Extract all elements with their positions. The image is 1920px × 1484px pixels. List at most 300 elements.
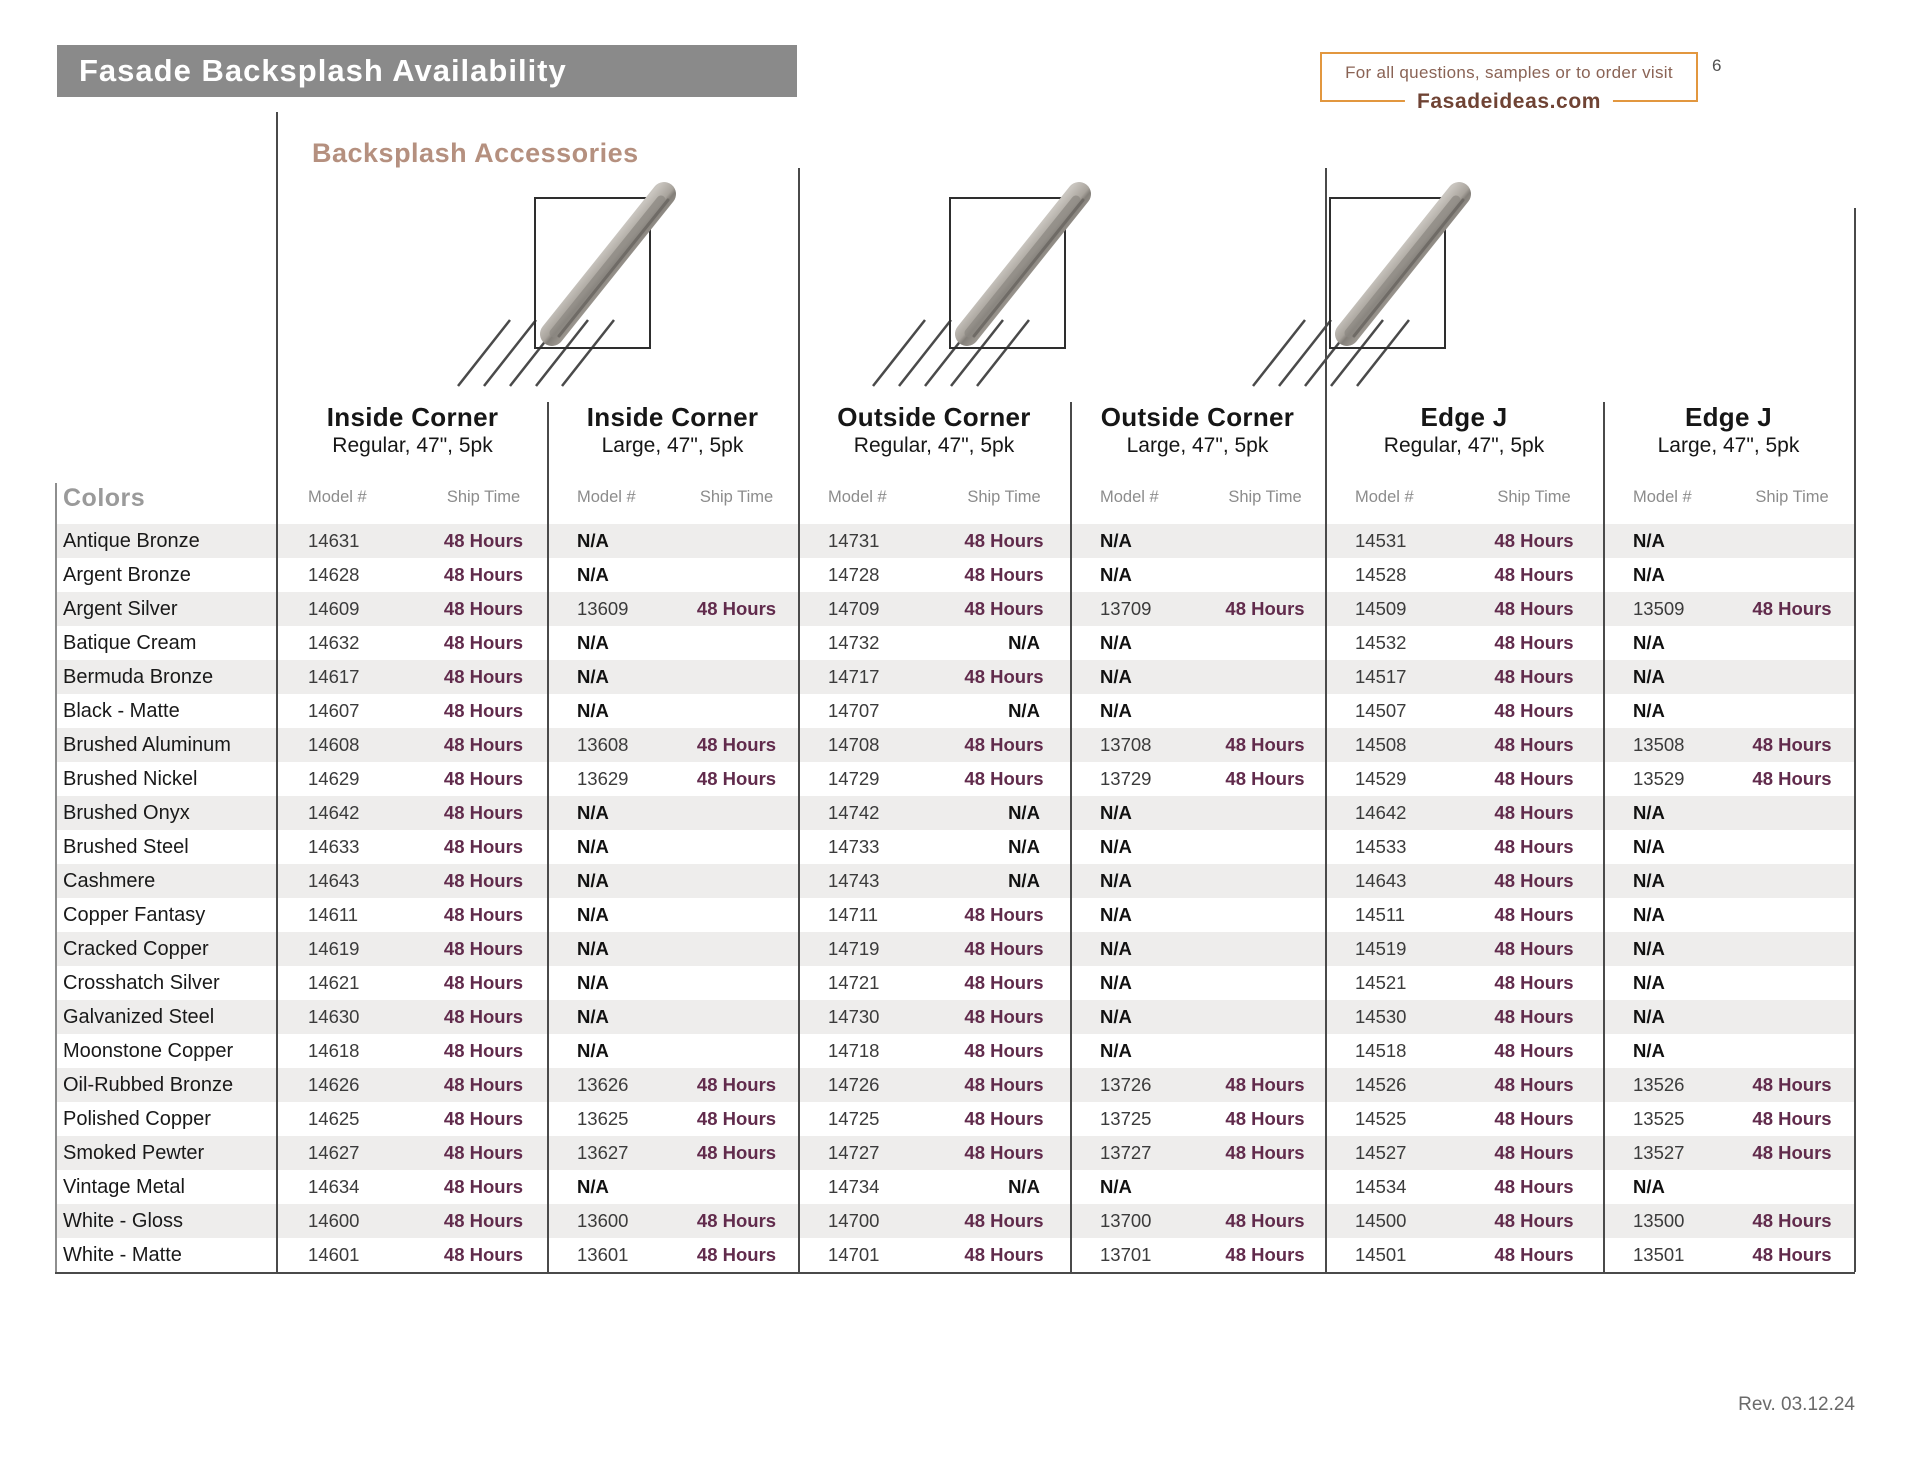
model-number-cell: N/A: [1633, 1040, 1665, 1061]
header-spacer: [55, 402, 278, 460]
table-row: [55, 796, 1854, 830]
model-number-cell: 14731: [828, 530, 880, 551]
ship-time-cell: 48 Hours: [443, 904, 524, 925]
color-name: Black - Matte: [63, 700, 180, 722]
model-number-cell: N/A: [577, 870, 609, 891]
ship-time-cell: 48 Hours: [964, 530, 1044, 551]
model-number-cell: N/A: [1100, 870, 1132, 891]
ship-time-cell: 48 Hours: [1752, 768, 1832, 789]
model-number-cell: 14733: [828, 836, 880, 857]
model-number-cell: 13608: [577, 734, 629, 755]
table-row: [55, 966, 1854, 1000]
ship-time-cell: 48 Hours: [443, 632, 524, 653]
model-number-cell: 14643: [308, 870, 360, 891]
ship-time-cell: 48 Hours: [1225, 1108, 1305, 1129]
ship-time-cell: [1730, 796, 1854, 830]
table-bottom-border: [55, 1272, 1855, 1274]
model-number-cell: 14634: [308, 1176, 360, 1197]
title-banner: [57, 45, 797, 97]
ship-time-cell: [675, 558, 798, 592]
column-group-title: Outside Corner: [837, 402, 1031, 432]
table-row: [55, 1204, 1854, 1238]
ship-time-label: Ship Time: [1497, 488, 1571, 506]
model-number-cell: 13729: [1100, 768, 1152, 789]
model-number-cell: N/A: [1633, 666, 1665, 687]
model-number-cell: 13709: [1100, 598, 1152, 619]
ship-time-cell: 48 Hours: [964, 598, 1044, 619]
model-number-cell: 14701: [828, 1244, 880, 1265]
color-name: Argent Silver: [63, 598, 178, 620]
model-number-cell: 14600: [308, 1210, 360, 1231]
ship-time-cell: 48 Hours: [443, 598, 524, 619]
ship-time-cell: 48 Hours: [1494, 904, 1574, 925]
model-number-cell: 14732: [828, 632, 880, 653]
ship-time-cell: 48 Hours: [1494, 632, 1574, 653]
model-number-cell: N/A: [1100, 564, 1132, 585]
color-name: Galvanized Steel: [63, 1006, 215, 1028]
model-number-cell: 14708: [828, 734, 880, 755]
ship-time-cell: 48 Hours: [964, 904, 1044, 925]
table-row: [55, 1136, 1854, 1170]
ship-time-cell: [1730, 524, 1854, 558]
column-group-title: Edge J: [1684, 402, 1773, 432]
model-number-cell: 14601: [308, 1244, 360, 1265]
ship-time-cell: [675, 830, 798, 864]
colors-column-heading: Colors: [63, 484, 146, 512]
ship-time-cell: 48 Hours: [443, 734, 524, 755]
model-number-cell: 14521: [1355, 972, 1407, 993]
table-row: [55, 932, 1854, 966]
ship-time-cell: [675, 898, 798, 932]
model-number-cell: 13727: [1100, 1142, 1152, 1163]
ship-time-cell: 48 Hours: [964, 1108, 1044, 1129]
model-number-cell: N/A: [577, 972, 609, 993]
model-number-cell: 14529: [1355, 768, 1407, 789]
ship-time-label: Ship Time: [1228, 488, 1302, 506]
model-number-cell: N/A: [1100, 666, 1132, 687]
color-name: Cracked Copper: [63, 938, 209, 960]
model-number-cell: 14626: [308, 1074, 360, 1095]
ship-time-label: Ship Time: [967, 488, 1041, 506]
ship-time-cell: 48 Hours: [443, 666, 524, 687]
ship-time-cell: 48 Hours: [1494, 530, 1574, 551]
ship-time-cell: 48 Hours: [1225, 1074, 1305, 1095]
model-number-cell: 13626: [577, 1074, 629, 1095]
model-number-label: Model #: [828, 488, 887, 506]
ship-time-cell: 48 Hours: [1752, 1244, 1832, 1265]
model-number-cell: 14519: [1355, 938, 1407, 959]
model-number-cell: N/A: [577, 530, 609, 551]
model-number-cell: 14742: [828, 802, 880, 823]
ship-time-cell: [675, 660, 798, 694]
ship-time-cell: 48 Hours: [964, 1142, 1044, 1163]
ship-time-cell: 48 Hours: [1494, 1142, 1574, 1163]
column-group-header-4: [1070, 402, 1325, 460]
ship-time-cell: [1730, 830, 1854, 864]
ship-time-cell: 48 Hours: [1752, 598, 1832, 619]
ship-time-cell: [1205, 1000, 1325, 1034]
model-number-cell: 13509: [1633, 598, 1685, 619]
ship-time-cell: [1205, 694, 1325, 728]
model-number-cell: 14633: [308, 836, 360, 857]
ship-time-cell: 48 Hours: [696, 1210, 777, 1231]
column-divider: [1603, 402, 1605, 1272]
page-number: 6: [1712, 56, 1722, 75]
column-divider: [1070, 402, 1072, 1272]
ship-time-cell: 48 Hours: [443, 1210, 524, 1231]
model-number-cell: N/A: [1100, 802, 1132, 823]
ship-time-cell: [1205, 660, 1325, 694]
ship-time-cell: [1730, 626, 1854, 660]
ship-time-cell: 48 Hours: [443, 1142, 524, 1163]
colors-column-divider: [276, 112, 278, 1272]
model-number-cell: 13627: [577, 1142, 629, 1163]
column-group-header-6: [1603, 402, 1854, 460]
model-number-cell: N/A: [1633, 972, 1665, 993]
model-number-cell: N/A: [1100, 632, 1132, 653]
ship-time-cell: 48 Hours: [1494, 1006, 1574, 1027]
color-name: Crosshatch Silver: [63, 972, 220, 994]
model-number-cell: 13500: [1633, 1210, 1685, 1231]
model-number-cell: 13625: [577, 1108, 629, 1129]
contact-info-box: [1320, 52, 1698, 113]
table-row: [55, 728, 1854, 762]
ship-time-cell: [1730, 694, 1854, 728]
ship-time-cell: 48 Hours: [1752, 734, 1832, 755]
group-divider: [798, 168, 800, 1272]
model-number-cell: 13529: [1633, 768, 1685, 789]
ship-time-cell: N/A: [1008, 632, 1040, 653]
model-number-cell: 14730: [828, 1006, 880, 1027]
ship-time-cell: 48 Hours: [443, 802, 524, 823]
group-divider: [1325, 168, 1327, 1272]
ship-time-cell: [1205, 524, 1325, 558]
ship-time-cell: [1730, 898, 1854, 932]
ship-time-cell: 48 Hours: [1225, 1142, 1305, 1163]
ship-time-cell: N/A: [1008, 1176, 1040, 1197]
ship-time-cell: 48 Hours: [1494, 1244, 1574, 1265]
model-number-cell: 13525: [1633, 1108, 1685, 1129]
model-number-cell: 14632: [308, 632, 360, 653]
table-row: [55, 898, 1854, 932]
ship-time-cell: 48 Hours: [1225, 598, 1305, 619]
model-number-cell: 13726: [1100, 1074, 1152, 1095]
model-number-label: Model #: [1355, 488, 1414, 506]
model-number-cell: 14501: [1355, 1244, 1407, 1265]
column-group-title: Inside Corner: [326, 402, 499, 432]
model-number-cell: N/A: [1100, 938, 1132, 959]
column-group-subtitle: Regular, 47", 5pk: [1383, 434, 1545, 457]
table-row: [55, 762, 1854, 796]
table-left-border: [55, 483, 57, 1272]
ship-time-cell: 48 Hours: [1494, 836, 1574, 857]
model-number-label: Model #: [1100, 488, 1159, 506]
model-number-cell: 14530: [1355, 1006, 1407, 1027]
model-number-cell: 13708: [1100, 734, 1152, 755]
model-number-cell: 13600: [577, 1210, 629, 1231]
model-number-cell: 14508: [1355, 734, 1407, 755]
model-number-cell: 14533: [1355, 836, 1407, 857]
ship-time-cell: 48 Hours: [1494, 598, 1574, 619]
ship-time-cell: [1205, 1034, 1325, 1068]
ship-time-cell: [1205, 626, 1325, 660]
model-number-cell: N/A: [577, 666, 609, 687]
color-name: Moonstone Copper: [63, 1040, 234, 1062]
model-number-cell: 13601: [577, 1244, 629, 1265]
ship-time-cell: 48 Hours: [1494, 802, 1574, 823]
ship-time-cell: [1730, 558, 1854, 592]
model-number-cell: 14718: [828, 1040, 880, 1061]
ship-time-cell: N/A: [1008, 700, 1040, 721]
model-number-cell: 14532: [1355, 632, 1407, 653]
table-row: [55, 830, 1854, 864]
ship-time-cell: 48 Hours: [1494, 870, 1574, 891]
model-number-cell: 14642: [1355, 802, 1407, 823]
color-name: Vintage Metal: [63, 1176, 185, 1198]
ship-time-cell: 48 Hours: [1494, 700, 1574, 721]
model-number-cell: N/A: [1100, 700, 1132, 721]
model-number-cell: N/A: [1633, 1176, 1665, 1197]
model-number-cell: 14531: [1355, 530, 1407, 551]
model-number-cell: N/A: [1633, 1006, 1665, 1027]
availability-table: [55, 524, 1854, 1272]
model-number-cell: 14726: [828, 1074, 880, 1095]
model-number-cell: N/A: [577, 1006, 609, 1027]
ship-time-cell: 48 Hours: [1494, 1040, 1574, 1061]
ship-time-cell: [675, 1170, 798, 1204]
color-name: Smoked Pewter: [63, 1142, 205, 1164]
ship-time-cell: [675, 1034, 798, 1068]
model-number-cell: N/A: [577, 1176, 609, 1197]
model-number-cell: 14526: [1355, 1074, 1407, 1095]
ship-time-cell: 48 Hours: [443, 1244, 524, 1265]
ship-time-cell: 48 Hours: [443, 564, 524, 585]
ship-time-label: Ship Time: [1755, 488, 1829, 506]
table-row: [55, 1000, 1854, 1034]
model-number-cell: 13508: [1633, 734, 1685, 755]
model-number-cell: 14743: [828, 870, 880, 891]
model-number-cell: 13701: [1100, 1244, 1152, 1265]
column-group-title: Inside Corner: [586, 402, 759, 432]
column-label-row: [55, 486, 1854, 508]
column-group-title: Edge J: [1420, 402, 1508, 432]
model-number-cell: N/A: [577, 700, 609, 721]
table-row: [55, 694, 1854, 728]
model-number-cell: 14700: [828, 1210, 880, 1231]
column-group-title: Outside Corner: [1100, 402, 1295, 432]
model-number-cell: N/A: [577, 1040, 609, 1061]
ship-time-cell: 48 Hours: [1494, 666, 1574, 687]
column-group-header-3: [798, 402, 1070, 460]
ship-time-cell: 48 Hours: [964, 1244, 1044, 1265]
model-number-cell: 14631: [308, 530, 360, 551]
ship-time-cell: [1730, 864, 1854, 898]
ship-time-cell: 48 Hours: [443, 1040, 524, 1061]
ship-time-label: Ship Time: [446, 488, 521, 506]
color-name: Brushed Nickel: [63, 768, 198, 790]
ship-time-cell: [675, 626, 798, 660]
ship-time-cell: 48 Hours: [696, 1074, 777, 1095]
header-spacer: [55, 486, 278, 508]
ship-time-label: Ship Time: [699, 488, 774, 506]
color-name: Brushed Onyx: [63, 802, 190, 824]
table-row: [55, 592, 1854, 626]
model-number-cell: 14725: [828, 1108, 880, 1129]
table-row: [55, 1170, 1854, 1204]
ship-time-cell: [1205, 898, 1325, 932]
color-name: Argent Bronze: [63, 564, 191, 586]
column-group-subtitle: Large, 47", 5pk: [601, 434, 744, 457]
column-group-subtitle: Regular, 47", 5pk: [853, 434, 1015, 457]
model-number-cell: N/A: [1633, 530, 1665, 551]
model-number-cell: N/A: [1100, 836, 1132, 857]
model-number-cell: N/A: [1100, 972, 1132, 993]
table-row: [55, 524, 1854, 558]
ship-time-cell: 48 Hours: [443, 836, 524, 857]
model-number-cell: N/A: [577, 632, 609, 653]
color-name: Oil-Rubbed Bronze: [63, 1074, 234, 1096]
model-number-cell: 14500: [1355, 1210, 1407, 1231]
model-number-cell: N/A: [577, 564, 609, 585]
model-number-cell: 14509: [1355, 598, 1407, 619]
table-row: [55, 626, 1854, 660]
ship-time-cell: [675, 932, 798, 966]
table-row: [55, 1068, 1854, 1102]
ship-time-cell: 48 Hours: [1494, 972, 1574, 993]
model-number-cell: 14511: [1355, 904, 1406, 925]
model-number-cell: N/A: [1633, 632, 1665, 653]
model-number-cell: N/A: [1633, 836, 1665, 857]
model-number-cell: 14627: [308, 1142, 360, 1163]
model-number-cell: N/A: [1633, 870, 1665, 891]
ship-time-cell: [1205, 558, 1325, 592]
ship-time-cell: 48 Hours: [1752, 1074, 1832, 1095]
column-group-header-2: [547, 402, 798, 460]
model-number-cell: 14630: [308, 1006, 360, 1027]
ship-time-cell: N/A: [1008, 802, 1040, 823]
model-number-cell: 13526: [1633, 1074, 1685, 1095]
color-name: Batique Cream: [63, 632, 197, 654]
model-number-cell: N/A: [1633, 802, 1665, 823]
ship-time-cell: N/A: [1008, 836, 1040, 857]
model-number-cell: N/A: [1633, 564, 1665, 585]
ship-time-cell: [675, 864, 798, 898]
ship-time-cell: 48 Hours: [443, 938, 524, 959]
page-title: Fasade Backsplash Availability: [79, 53, 567, 88]
ship-time-cell: 48 Hours: [1225, 734, 1305, 755]
column-group-subtitle: Regular, 47", 5pk: [332, 434, 493, 457]
model-number-cell: 14507: [1355, 700, 1407, 721]
ship-time-cell: 48 Hours: [964, 1040, 1044, 1061]
model-number-cell: N/A: [577, 938, 609, 959]
ship-time-cell: 48 Hours: [1752, 1142, 1832, 1163]
ship-time-cell: [1205, 1170, 1325, 1204]
model-number-cell: N/A: [1633, 938, 1665, 959]
model-number-cell: 14734: [828, 1176, 880, 1197]
contact-info-text: For all questions, samples or to order visit: [1345, 63, 1673, 82]
edge-j-profile-image: [1235, 158, 1475, 393]
model-number-cell: 14727: [828, 1142, 880, 1163]
model-number-cell: 14717: [828, 666, 880, 687]
website-link[interactable]: Fasadeideas.com: [1405, 90, 1613, 114]
column-group-header-5: [1325, 402, 1603, 460]
ship-time-cell: [1730, 1034, 1854, 1068]
model-number-cell: 14728: [828, 564, 880, 585]
ship-time-cell: 48 Hours: [443, 1108, 524, 1129]
model-number-cell: 13527: [1633, 1142, 1685, 1163]
model-number-cell: 14609: [308, 598, 360, 619]
ship-time-cell: 48 Hours: [1752, 1108, 1832, 1129]
ship-time-cell: [1730, 966, 1854, 1000]
model-number-cell: 14607: [308, 700, 360, 721]
outside-corner-profile-image: [855, 158, 1095, 393]
ship-time-cell: 48 Hours: [696, 1244, 777, 1265]
ship-time-cell: 48 Hours: [964, 938, 1044, 959]
model-number-cell: 14719: [828, 938, 880, 959]
ship-time-cell: [1205, 966, 1325, 1000]
column-group-header-1: [278, 402, 547, 460]
color-name: Polished Copper: [63, 1108, 211, 1130]
model-number-cell: 14517: [1355, 666, 1407, 687]
table-row: [55, 660, 1854, 694]
color-name: Brushed Aluminum: [63, 734, 231, 756]
model-number-cell: 14527: [1355, 1142, 1407, 1163]
column-divider: [547, 402, 549, 1272]
ship-time-cell: 48 Hours: [696, 768, 777, 789]
ship-time-cell: [1730, 1170, 1854, 1204]
ship-time-cell: 48 Hours: [443, 972, 524, 993]
model-number-cell: 14642: [308, 802, 360, 823]
ship-time-cell: 48 Hours: [1494, 734, 1574, 755]
ship-time-cell: 48 Hours: [443, 700, 524, 721]
model-number-cell: 13501: [1633, 1244, 1685, 1265]
table-row: [55, 1238, 1854, 1272]
revision-date: Rev. 03.12.24: [1738, 1394, 1855, 1415]
model-number-cell: 13609: [577, 598, 629, 619]
model-number-cell: 14707: [828, 700, 880, 721]
model-number-cell: 14629: [308, 768, 360, 789]
ship-time-cell: 48 Hours: [1494, 1074, 1574, 1095]
color-name: Brushed Steel: [63, 836, 189, 858]
ship-time-cell: [1730, 1000, 1854, 1034]
model-number-cell: 14628: [308, 564, 360, 585]
ship-time-cell: [1205, 830, 1325, 864]
ship-time-cell: [675, 524, 798, 558]
model-number-cell: 14619: [308, 938, 360, 959]
ship-time-cell: 48 Hours: [696, 598, 777, 619]
ship-time-cell: 48 Hours: [443, 768, 524, 789]
model-number-cell: N/A: [1100, 904, 1132, 925]
ship-time-cell: 48 Hours: [1752, 1210, 1832, 1231]
ship-time-cell: 48 Hours: [443, 1176, 524, 1197]
model-number-cell: N/A: [1633, 904, 1665, 925]
color-name: Antique Bronze: [63, 530, 200, 552]
ship-time-cell: [1730, 932, 1854, 966]
ship-time-cell: 48 Hours: [1494, 1210, 1574, 1231]
color-name: Cashmere: [63, 870, 156, 892]
table-row: [55, 558, 1854, 592]
model-number-cell: 14621: [308, 972, 360, 993]
ship-time-cell: [675, 796, 798, 830]
model-number-cell: N/A: [577, 836, 609, 857]
column-group-row: [55, 402, 1854, 460]
model-number-cell: 13700: [1100, 1210, 1152, 1231]
ship-time-cell: 48 Hours: [964, 1006, 1044, 1027]
model-number-cell: 14518: [1355, 1040, 1407, 1061]
ship-time-cell: [1205, 796, 1325, 830]
model-number-cell: 14625: [308, 1108, 360, 1129]
ship-time-cell: [1205, 864, 1325, 898]
